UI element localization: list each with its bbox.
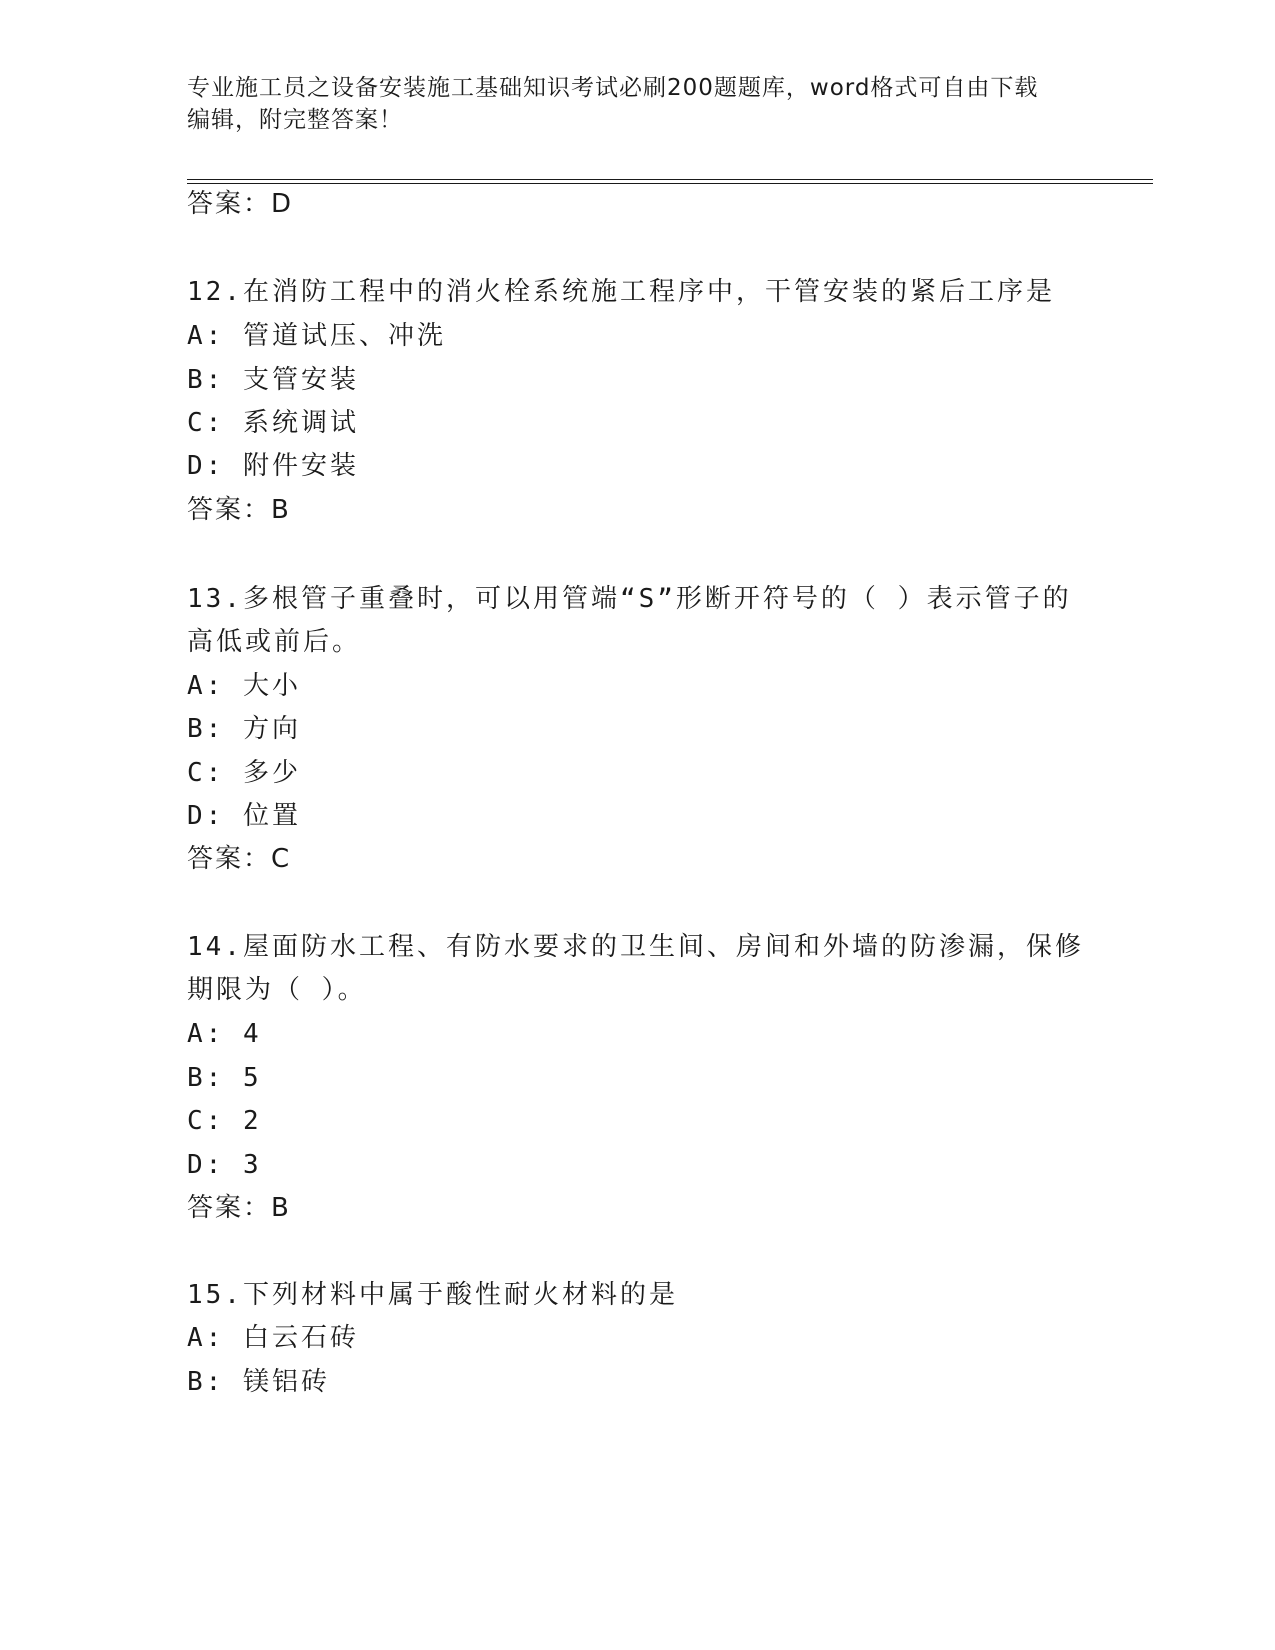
option-c: C: 多少 [187, 758, 301, 788]
option-b: B: 方向 [187, 714, 301, 744]
option-c: C: 2 [187, 1106, 262, 1136]
option-c: C: 系统调试 [187, 408, 359, 438]
question-stem-cont: 期限为（ ）。 [187, 975, 367, 1005]
answer-label: 答案：D [187, 189, 294, 219]
option-b: B: 5 [187, 1063, 262, 1093]
option-a: A: 管道试压、冲洗 [187, 321, 446, 351]
question-stem: 13.多根管子重叠时，可以用管端“S”形断开符号的（ ）表示管子的 [187, 584, 1072, 614]
option-a: A: 大小 [187, 671, 301, 701]
question-stem: 12.在消防工程中的消火栓系统施工程序中，干管安装的紧后工序是 [187, 277, 1055, 307]
answer-label: 答案：B [187, 1193, 291, 1223]
option-d: D: 附件安装 [187, 451, 359, 481]
header-title-line1: 专业施工员之设备安装施工基础知识考试必刷200题题库，word格式可自由下载 [187, 75, 1039, 101]
option-a: A: 白云石砖 [187, 1323, 359, 1353]
question-stem: 15.下列材料中属于酸性耐火材料的是 [187, 1280, 678, 1310]
header-divider-double [187, 183, 1153, 184]
header-title-line2: 编辑，附完整答案！ [187, 107, 403, 133]
option-d: D: 位置 [187, 801, 301, 831]
option-b: B: 支管安装 [187, 365, 359, 395]
document-header [187, 72, 1087, 136]
answer-label: 答案：C [187, 844, 292, 874]
option-b: B: 镁铝砖 [187, 1367, 330, 1397]
header-divider [187, 179, 1153, 180]
question-stem-cont: 高低或前后。 [187, 627, 362, 657]
question-stem: 14.屋面防水工程、有防水要求的卫生间、房间和外墙的防渗漏，保修 [187, 932, 1084, 962]
answer-label: 答案：B [187, 495, 291, 525]
option-a: A: 4 [187, 1019, 262, 1049]
option-d: D: 3 [187, 1150, 262, 1180]
